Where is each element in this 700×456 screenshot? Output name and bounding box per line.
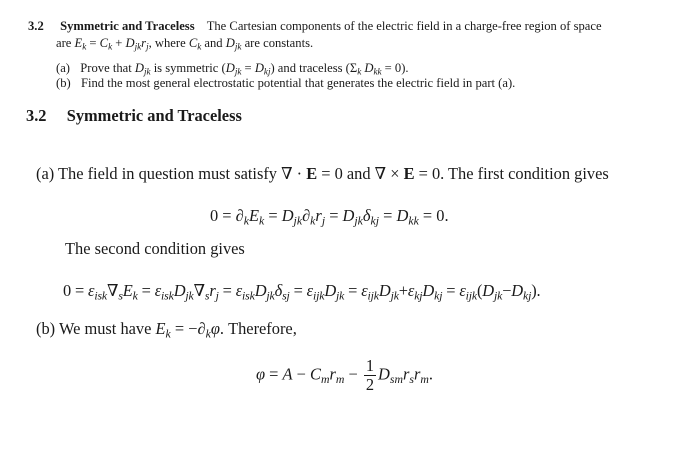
solution-part-a-intro [36,164,609,184]
part-a-text4: ). [401,61,409,75]
symmetry-condition: $D_{jk} = D_{kj}$ [225,61,271,77]
part-a-text2: is symmetric ( [153,61,226,75]
solution-heading [26,106,242,126]
one-half-fraction: $\frac{1}{2}$ [365,356,375,395]
part-a-label: (a) [56,61,70,75]
problem-and-text: and [204,36,223,50]
d-jk-symbol: $D_{jk}$ [134,61,151,77]
solution-part-a-and: and [346,164,371,183]
problem-part-a [56,61,409,77]
d-symbol: $D_{jk}$ [225,36,242,52]
problem-title: Symmetric and Traceless [60,19,195,33]
solution-part-a-label: (a) [36,164,55,183]
problem-statement-connector: , where [148,36,186,50]
part-b-text: Find the most general electrostatic potential that generates the electric field in part (a). [81,76,516,90]
problem-part-b [56,76,515,91]
solution-part-b-intro [36,319,297,341]
trace-condition: $\Sigma_k$ $D_{kk} = 0$ [349,61,402,77]
c-symbol: $C_k$ [188,36,202,52]
part-b-label: (b) [56,76,71,90]
field-definition: $E_k = C_k + D_{jk}r_j$ [74,36,149,52]
solution-part-a-text: The field in question must satisfy [58,164,277,183]
solution-part-b-tail: . Therefore, [219,319,297,338]
part-a-text3: ) and traceless ( [270,61,350,75]
equation-curl: $0 = \varepsilon_{isk}\nabla_sE_k = \varepsilon_{isk}D_{jk}\nabla_sr_j = \varepsilon_{isk}D_{jk}\delta_{sj} = \varepsilon_{ijk}D_{jk} = \varepsilon_{ijk}D_{jk}+\varepsilon_{kj}D_{kj} = \varepsilon_{ijk}(D_{jk}-D_{kj})$. [63,281,541,303]
part-a-text: Prove that [80,61,132,75]
equation-divergence: $0 = \partial_kE_k = D_{jk}\partial_kr_j = D_{jk}\delta_{kj} = D_{kk} = 0$. [210,206,449,228]
field-gradient-relation: $E_k = -\partial_k\varphi$ [155,319,220,341]
solution-part-a-tail: . The first condition gives [440,164,609,183]
curl-condition: ∇ × E = 0 [374,164,441,183]
solution-section-number: 3.2 [26,106,47,125]
problem-statement-line2 [56,36,313,52]
problem-are-text: are [56,36,72,50]
solution-section-title: Symmetric and Traceless [66,106,242,125]
divergence-condition: ∇ · E = 0 [281,164,343,183]
solution-part-b-label: (b) [36,319,56,338]
problem-header-line [28,19,602,34]
second-condition-text: The second condition gives [65,239,245,258]
problem-number: 3.2 [28,19,44,33]
problem-statement: The Cartesian components of the electric field in a charge-free region of space [206,19,602,33]
problem-constants-text: are constants. [244,36,314,50]
equation-potential: $\varphi = A - C_mr_m$ − $\frac{1}{2}$ $D_{sm}r_sr_m$. [256,356,434,395]
solution-part-b-text: We must have [58,319,152,338]
